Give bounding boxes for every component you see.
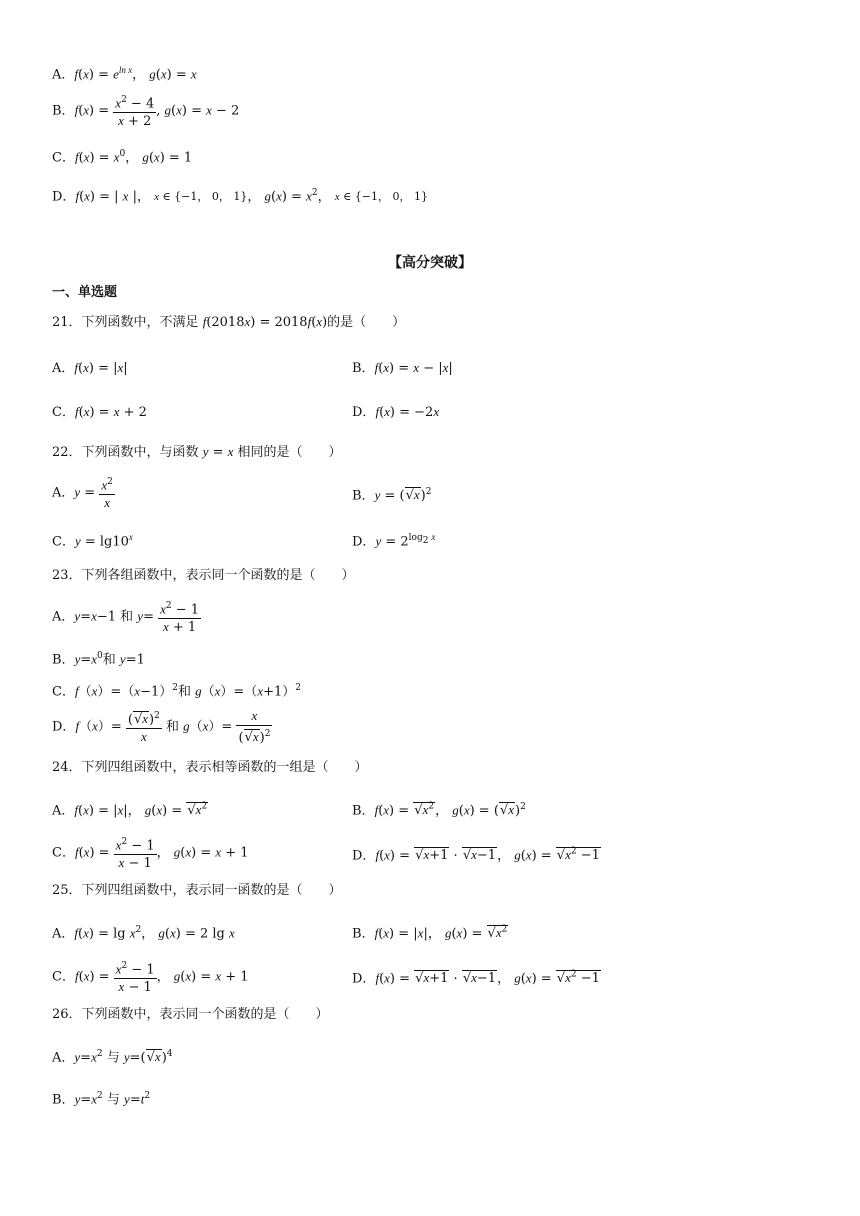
q22-option-a: A．y = $\frac{x^2}{x}$ bbox=[52, 474, 115, 512]
q22-option-d: D．$y = 2^{log_2 x}$ bbox=[352, 532, 436, 550]
q23-stem: 23．下列各组函数中，表示同一个函数的是（ ） bbox=[52, 568, 355, 583]
section-title: 一、单选题 bbox=[52, 285, 118, 300]
q26-option-a: A．$y=x^2$ 与 $y=(√x)^4$ bbox=[52, 1049, 173, 1066]
q24-option-d: D．f(x) = √x+1 · √x−1， $g(x) = √x^2 -1$ bbox=[352, 847, 600, 864]
q24-option-b: B．$f(x) = √x^2$， $g(x) = (√x)^2$ bbox=[352, 802, 526, 819]
q25-option-c: C．f(x) = $\frac{x^2 - 1}{x - 1}$ ， g(x) = x + 1 bbox=[52, 958, 249, 996]
q24-stem: 24．下列四组函数中，表示相等函数的一组是（ ） bbox=[52, 760, 368, 775]
section-heading: 【高分突破】 bbox=[388, 255, 472, 271]
q21-option-b: B．f(x) = x − |x| bbox=[352, 360, 453, 376]
q24-option-c: C．f(x) = $\frac{x^2 - 1}{x - 1}$ ， g(x) = x + 1 bbox=[52, 834, 249, 872]
q23-option-b: B．$y=x^0$和 y=1 bbox=[52, 651, 145, 668]
q22-stem: 22．下列函数中，与函数 y = x 相同的是（ ） bbox=[52, 444, 342, 460]
q25-option-a: A．$f(x) = \lg x^2$， g(x) = 2 lg x bbox=[52, 925, 235, 942]
q26-stem: 26．下列函数中，表示同一个函数的是（ ） bbox=[52, 1007, 329, 1022]
q21-option-a: A．f(x) = |x| bbox=[52, 360, 128, 376]
q21-stem: 21．下列函数中，不满足 f(2018x) = 2018f(x)的是（ ） bbox=[52, 314, 406, 330]
q22-option-b: B．$y = (√x)^2$ bbox=[352, 487, 432, 504]
top-option-c: C．$f(x) = x^0$， g(x) = 1 bbox=[52, 149, 193, 166]
q26-option-b: B．$y=x^2$ 与 $y=t^2$ bbox=[52, 1091, 151, 1108]
q25-option-d: D．f(x) = √x+1 · √x−1， $g(x) = √x^2 -1$ bbox=[352, 970, 600, 987]
q24-option-a: A．f(x) = |x|， $g(x) = √x^2$ bbox=[52, 802, 208, 819]
top-option-a: A．$f(x) = e^{ln x}$， g(x) = x bbox=[52, 65, 197, 83]
q22-option-c: C．$y = \lg 10^x$ bbox=[52, 532, 133, 550]
q23-option-c: C．$f(x)=(x-1)^2$和 $g(x)=(x+1)^2$ bbox=[52, 683, 301, 700]
q25-option-b: B．f(x) = |x|， $g(x) = √x^2$ bbox=[352, 925, 508, 942]
q23-option-d: D．f（x）= $\frac{(√x)^2}{x}$ 和 g（x）= $\frac{x}{(√x)^2}$ bbox=[52, 708, 271, 746]
top-option-b: B．f(x) = $\frac{x^2 - 4}{x + 2}$ , g(x) = x − 2 bbox=[52, 92, 239, 130]
top-option-d: D．f(x) = | x |， x ∈ {−1， 0， 1}， $g(x) = x^2$， x ∈ {−1， 0， 1} bbox=[52, 188, 428, 205]
q21-option-c: C．f(x) = x + 2 bbox=[52, 404, 147, 420]
q21-option-d: D．f(x) = −2x bbox=[352, 404, 440, 420]
q25-stem: 25．下列四组函数中，表示同一函数的是（ ） bbox=[52, 883, 342, 898]
q23-option-a: A．y=x−1 和 y= $\frac{x^2 - 1}{x + 1}$ bbox=[52, 598, 201, 636]
